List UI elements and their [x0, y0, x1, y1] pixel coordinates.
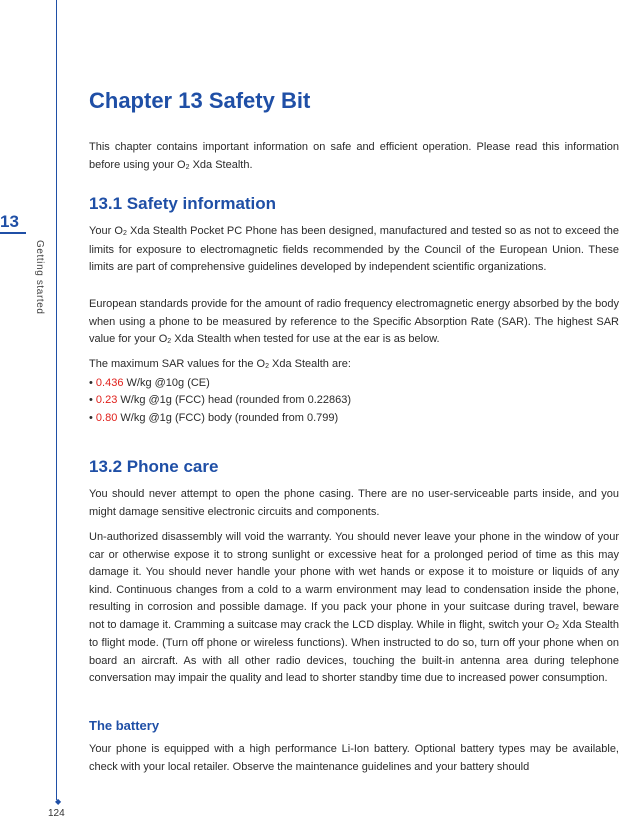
- list-item: • 0.436 W/kg @10g (CE): [89, 376, 210, 389]
- chapter-title: Chapter 13 Safety Bit: [89, 88, 311, 113]
- battery-heading: The battery: [89, 718, 160, 733]
- intro-paragraph: This chapter contains important information on safe and efficient operation. Please read this information before using your $O_2$ Xda Stealth.: [89, 141, 619, 171]
- list-item: • 0.80 W/kg @1g (FCC) body (rounded from 0.799): [89, 411, 339, 424]
- battery-paragraph: Your phone is equipped with a high performance Li-Ion battery. Optional battery types may be available, check with your local retailer. Observe the maintenance guidelines and your battery should: [89, 743, 619, 773]
- section-side-label: Getting started: [34, 240, 45, 315]
- section-heading-safety-information: 13.1 Safety information: [89, 194, 277, 213]
- chapter-tab-underline: [0, 232, 26, 234]
- safety-paragraph-1: Your $O_2$ Xda Stealth Pocket PC Phone has been designed, manufactured and tested so as not to exceed the limits for exposure to electromagnetic fields recommended by the Council of the European Union. These limits are part of comprehensive guidelines developed by independent scientific organizations.: [89, 225, 620, 273]
- phone-care-paragraph-1: You should never attempt to open the phone casing. There are no user-serviceable parts inside, and you might damage sensitive electronic circuits and components.: [89, 488, 619, 518]
- phone-care-paragraph-2: Un-authorized disassembly will void the warranty. You should never leave your phone in the window of your car or otherwise expose it to strong sunlight or excessive heat for a prolonged period of time as this may damage it. You should never handle your phone with wet hands or expose it to moisture or liquids of any kind. Continuous changes from a cold to a warm environment may lead to condensation inside the phone, resulting in corrosion and possible damage. If you pack your phone in your suitcase during travel, beware not to damage it. Cramming a suitcase may crack the LCD display. While in flight, switch your $O_2$ Xda Stealth to flight mode. (Turn off phone or wireless functions). When instructed to do so, turn off your phone when on board an aircraft. As with all other radio devices, touching the built-in antenna area during telephone conversation may impair the quality and lead to shorter standby time due to increased power consumption.: [89, 531, 619, 684]
- section-heading-phone-care: 13.2 Phone care: [89, 457, 219, 476]
- safety-paragraph-2: European standards provide for the amount of radio frequency electromagnetic energy absorbed by the body when using a phone to be measured by reference to the Specific Absorption Rate (SAR). The highest SAR value for your $O_2$ Xda Stealth when tested for use at the ear is as below.: [89, 298, 619, 345]
- chapter-tab-number: 13: [0, 212, 19, 231]
- list-item: • 0.23 W/kg @1g (FCC) head (rounded from 0.22863): [89, 394, 352, 406]
- sar-intro: The maximum SAR values for the $O_2$ Xda Stealth are:: [89, 358, 351, 370]
- page-number: 124: [48, 808, 65, 819]
- margin-rule: [56, 0, 57, 800]
- diamond-icon: ◆: [55, 797, 62, 806]
- sar-list: [89, 356, 351, 427]
